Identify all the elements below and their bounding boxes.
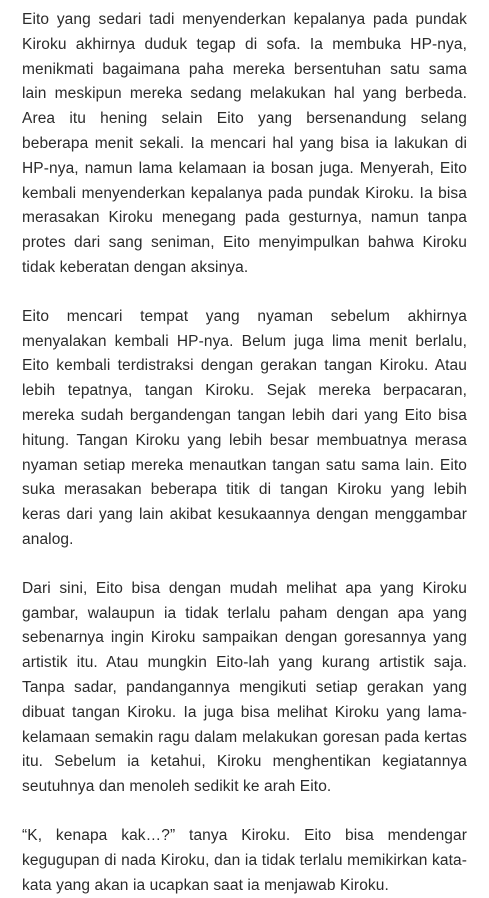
- story-paragraph-1: Eito yang sedari tadi menyenderkan kepalanya pada pundak Kiroku akhirnya duduk tegap di sofa. Ia membuka HP-nya, menikmati bagaimana paha mereka bersentuhan satu sama lain meskipun mereka sedang melakukan hal yang berbeda. Area itu hening selain Eito yang bersenandung selang beberapa menit sekali. Ia mencari hal yang bisa ia lakukan di HP-nya, namun lama kelamaan ia bosan juga. Menyerah, Eito kembali menyenderkan kepalanya pada pundak Kiroku. Ia bisa merasakan Kiroku menegang pada gesturnya, namun tanpa protes dari sang seniman, Eito menyimpulkan bahwa Kiroku tidak keberatan dengan aksinya.: [22, 11, 467, 276]
- story-paragraph-4: “K, kenapa kak…?” tanya Kiroku. Eito bisa mendengar kegugupan di nada Kiroku, dan ia tidak terlalu memikirkan kata-kata yang akan ia ucapkan saat ia menjawab Kiroku.: [22, 826, 467, 894]
- story-paragraph-3: Dari sini, Eito bisa dengan mudah melihat apa yang Kiroku gambar, walaupun ia tidak terlalu paham dengan apa yang sebenarnya ingin Kiroku sampaikan dengan goresannya yang artistik itu. Atau mungkin Eito-lah yang kurang artistik saja. Tanpa sadar, pandangannya mengikuti setiap gerakan yang dibuat tangan Kiroku. Ia juga bisa melihat Kiroku yang lama-kelamaan semakin ragu dalam melakukan goresan pada kertas itu. Sebelum ia ketahui, Kiroku menghentikan kegiatannya seutuhnya dan menoleh sedikit ke arah Eito.: [22, 579, 467, 796]
- story-paragraph-2: Eito mencari tempat yang nyaman sebelum akhirnya menyalakan kembali HP-nya. Belum juga lima menit berlalu, Eito kembali terdistraksi dengan gerakan tangan Kiroku. Atau lebih tepatnya, tangan Kiroku. Sejak mereka berpacaran, mereka sudah bergandengan tangan lebih dari yang Eito bisa hitung. Tangan Kiroku yang lebih besar membuatnya merasa nyaman setiap mereka menautkan tangan satu sama lain. Eito suka merasakan beberapa titik di tangan Kiroku yang lebih keras dari yang lain akibat kesukaannya dengan menggambar analog.: [22, 307, 467, 548]
